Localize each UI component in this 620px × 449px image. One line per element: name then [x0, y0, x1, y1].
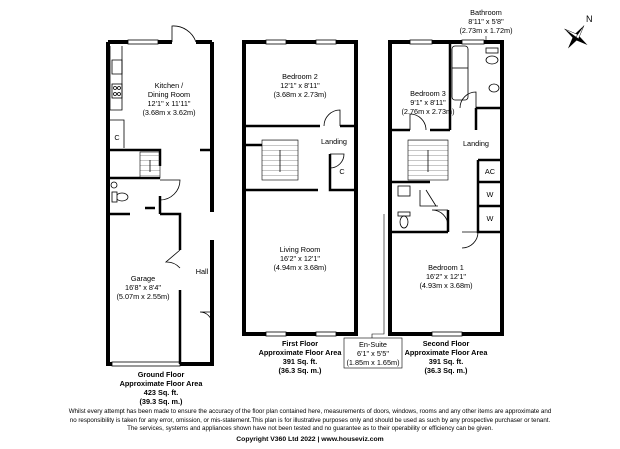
- ground-floor-internal-walls: [108, 150, 212, 364]
- living-metric: (4.94m x 3.68m): [273, 263, 327, 272]
- bathroom-imperial: 8'11" x 5'8": [468, 17, 504, 26]
- svg-text:Ground Floor: Ground Floor: [137, 370, 185, 379]
- bedroom2-metric: (3.68m x 2.73m): [273, 90, 327, 99]
- ground-floor-plan: [108, 26, 212, 406]
- bedroom3-metric: (2.76m x 2.73m): [401, 107, 455, 116]
- second-floor-plan: [344, 8, 513, 375]
- wardrobe-2-label: W: [486, 214, 494, 223]
- kitchen-label: Kitchen /: [154, 81, 184, 90]
- hall-label: Hall: [195, 267, 209, 276]
- ensuite-imperial: 6'1" x 5'5": [357, 349, 389, 358]
- ensuite-pointer: [372, 214, 384, 338]
- kitchen-door: [172, 26, 196, 42]
- svg-text:423 Sq. ft.: 423 Sq. ft.: [143, 388, 179, 397]
- garage-metric: (5.07m x 2.55m): [116, 292, 170, 301]
- svg-text:First Floor: First Floor: [281, 339, 319, 348]
- bedroom3-door: [410, 114, 426, 130]
- first-floor-caption: [259, 339, 343, 375]
- first-landing-label: Landing: [321, 137, 347, 146]
- disclaimer-line-2: no responsibility is taken for any error, omission, or mis-statement.This plan is for illustrative purposes only and should be used as such by any prospective purchaser or tenant.: [69, 416, 551, 424]
- svg-text:391 Sq. ft.: 391 Sq. ft.: [282, 357, 318, 366]
- svg-text:Approximate Floor Area: Approximate Floor Area: [119, 379, 203, 388]
- disclaimer-line-3: The services, systems and appliances shown have not been tested and no guarantee as to their operability or efficiency can be given.: [127, 425, 493, 433]
- copyright: Copyright V360 Ltd 2022 | www.houseviz.com: [236, 436, 384, 443]
- kitchen-metric: (3.68m x 3.62m): [142, 108, 196, 117]
- disclaimer-line-1: Whilst every attempt has been made to ensure the accuracy of the floor plan contained here, measurements of doors, windows, rooms and any other items are approximate and: [68, 408, 552, 415]
- bedroom2-door: [324, 110, 340, 126]
- ac-label: AC: [484, 167, 496, 176]
- bathroom-door: [460, 92, 476, 108]
- ground-floor-caption: [120, 370, 204, 406]
- ensuite-door: [432, 210, 448, 226]
- bedroom1-imperial: 16'2" x 12'1": [425, 272, 467, 281]
- ground-cupboard-label: C: [114, 133, 120, 142]
- svg-text:Approximate Floor Area: Approximate Floor Area: [258, 348, 342, 357]
- svg-text:(36.3 Sq. m.): (36.3 Sq. m.): [278, 366, 322, 375]
- bedroom2-imperial: 12'1" x 8'11": [280, 81, 320, 90]
- living-label: Living Room: [279, 245, 321, 254]
- second-floor-caption: [405, 339, 489, 375]
- bedroom3-label: Bedroom 3: [410, 89, 446, 98]
- second-floor-windows: [410, 40, 484, 336]
- svg-text:Second Floor: Second Floor: [422, 339, 470, 348]
- second-floor-internal-walls: [392, 44, 500, 232]
- first-cupboard-door: [330, 154, 344, 168]
- bathroom-label: Bathroom: [470, 8, 502, 17]
- second-floor-walls: [390, 42, 502, 334]
- kitchen-imperial: 12'1" x 11'11": [147, 99, 191, 108]
- kitchen-label-2: Dining Room: [147, 90, 191, 99]
- first-floor-plan: [244, 40, 356, 375]
- svg-text:Approximate Floor Area: Approximate Floor Area: [404, 348, 488, 357]
- bathroom-metric: (2.73m x 1.72m): [459, 26, 513, 35]
- bedroom1-metric: (4.93m x 3.68m): [419, 281, 473, 290]
- bedroom2-label: Bedroom 2: [282, 72, 318, 81]
- bedroom1-door: [462, 232, 478, 248]
- ground-floor-wc: [111, 182, 128, 202]
- garage-door-arc: [166, 250, 180, 268]
- wardrobe-1-label: W: [486, 190, 494, 199]
- garage-imperial: 16'8" x 8'4": [125, 283, 161, 292]
- garage-label: Garage: [130, 274, 156, 283]
- disclaimer: [0, 408, 620, 434]
- ensuite-fittings: [398, 186, 438, 228]
- ensuite-metric: (1.85m x 1.65m): [346, 358, 400, 367]
- ensuite-label: En-Suite: [359, 340, 387, 349]
- svg-text:391 Sq. ft.: 391 Sq. ft.: [428, 357, 464, 366]
- svg-text:(36.3 Sq. m.): (36.3 Sq. m.): [424, 366, 468, 375]
- first-cupboard-label: C: [339, 167, 345, 176]
- second-landing-label: Landing: [463, 139, 489, 148]
- bedroom1-label: Bedroom 1: [428, 263, 464, 272]
- svg-text:(39.3 Sq. m.): (39.3 Sq. m.): [139, 397, 183, 406]
- living-imperial: 16'2" x 12'1": [279, 254, 321, 263]
- bedroom3-imperial: 9'1" x 8'11": [410, 98, 446, 107]
- compass-north-letter: N: [586, 14, 593, 24]
- wc-door: [160, 180, 180, 200]
